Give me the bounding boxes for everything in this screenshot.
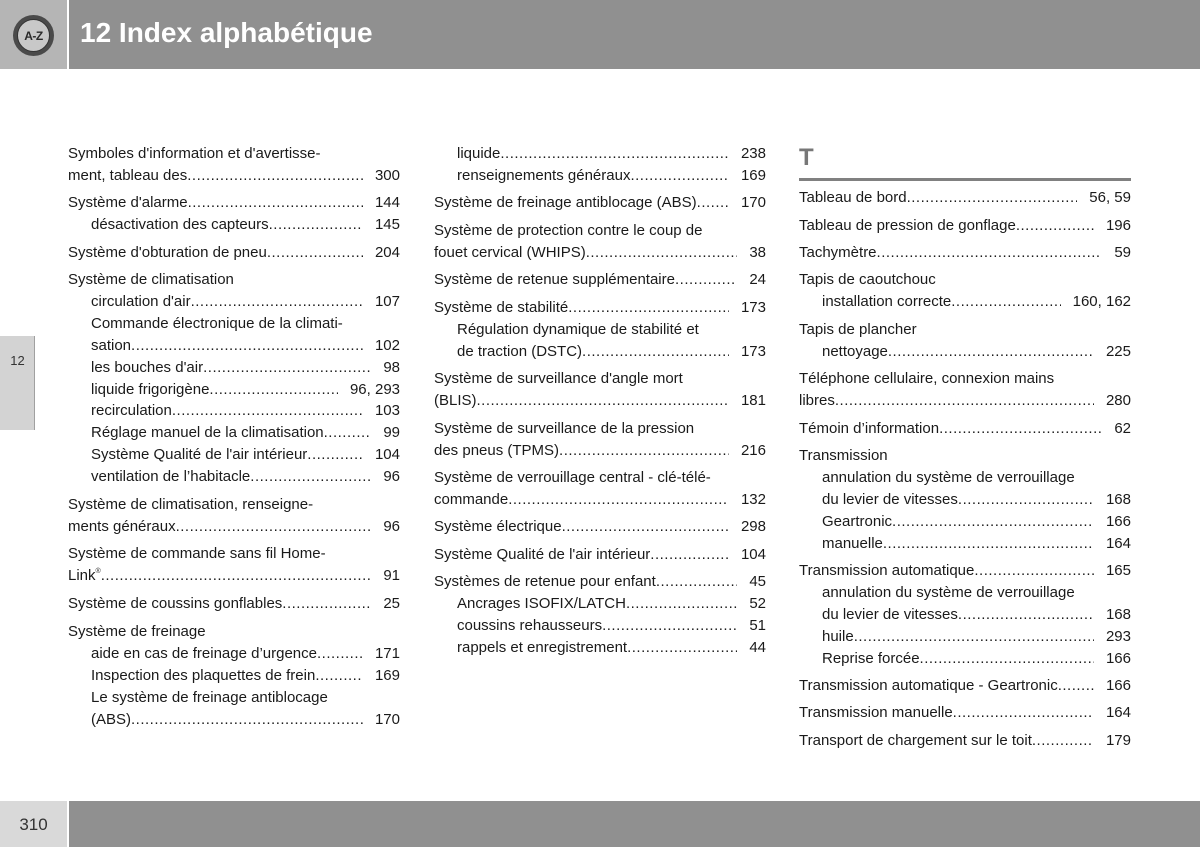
- index-subentry: (ABS) ..... 170: [91, 709, 400, 731]
- index-entry: Système de surveillance d'angle mort: [434, 370, 683, 387]
- header-logo-box: [0, 0, 67, 69]
- index-subentry: annulation du système de verrouillage: [822, 584, 1075, 601]
- index-entry: fouet cervical (WHIPS) ..... 38: [434, 242, 766, 264]
- index-subentry: installation correcte ..... 160, 162: [822, 291, 1131, 313]
- index-subentry: Inspection des plaquettes de frein ..... 169: [91, 665, 400, 687]
- index-subentry: nettoyage ..... 225: [822, 341, 1131, 363]
- index-subentry: circulation d'air ..... 107: [91, 291, 400, 313]
- index-subentry: désactivation des capteurs ..... 145: [91, 214, 400, 236]
- index-entry: Système de stabilité ..... 173: [434, 297, 766, 319]
- index-subentry: Le système de freinage antiblocage: [91, 689, 328, 706]
- index-entry: Systèmes de retenue pour enfant ..... 45: [434, 571, 766, 593]
- index-entry: Transmission automatique ..... 165: [799, 560, 1131, 582]
- index-subentry: renseignements généraux ..... 169: [457, 165, 766, 187]
- index-subentry: liquide ..... 238: [457, 143, 766, 165]
- footer-page-box: [0, 801, 67, 847]
- index-entry: Transmission automatique - Geartronic ..... 166: [799, 675, 1131, 697]
- az-index-icon: [13, 15, 54, 56]
- chapter-tab-label: 12: [10, 353, 25, 368]
- index-subentry: de traction (DSTC) ..... 173: [457, 341, 766, 363]
- index-entry: ment, tableau des ..... 300: [68, 165, 400, 187]
- index-subentry: Régulation dynamique de stabilité et: [457, 321, 699, 338]
- index-entry: Système électrique ..... 298: [434, 516, 766, 538]
- index-entry: ments généraux ..... 96: [68, 516, 400, 538]
- index-entry: Transmission: [799, 447, 888, 464]
- index-entry: (BLIS) ..... 181: [434, 390, 766, 412]
- index-subentry: ventilation de l’habitacle ..... 96: [91, 466, 400, 488]
- index-entry: Système Qualité de l'air intérieur ..... 104: [434, 544, 766, 566]
- index-entry: Système de climatisation, renseigne-: [68, 496, 314, 513]
- index-subentry: liquide frigorigène ..... 96, 293: [91, 379, 400, 401]
- index-subentry: Réglage manuel de la climatisation ..... 99: [91, 422, 400, 444]
- index-entry: Système d'obturation de pneu ..... 204: [68, 242, 400, 264]
- index-subentry: du levier de vitesses ..... 168: [822, 604, 1131, 626]
- index-subentry: coussins rehausseurs ..... 51: [457, 615, 766, 637]
- index-entry: Tableau de bord ..... 56, 59: [799, 187, 1131, 209]
- index-subentry: Système Qualité de l'air intérieur ..... 104: [91, 444, 400, 466]
- index-subentry: recirculation ..... 103: [91, 400, 400, 422]
- index-entry: Link® ..... 91: [68, 565, 400, 587]
- index-entry: Système de protection contre le coup de: [434, 222, 703, 239]
- section-divider: [799, 178, 1131, 181]
- index-entry: Système d'alarme ..... 144: [68, 192, 400, 214]
- az-index-icon-label: A-Z: [17, 19, 50, 52]
- index-entry: Tachymètre ..... 59: [799, 242, 1131, 264]
- footer-bar: [69, 801, 1200, 847]
- index-entry: Témoin d’information ..... 62: [799, 418, 1131, 440]
- index-entry: Tableau de pression de gonflage ..... 196: [799, 215, 1131, 237]
- index-subentry: du levier de vitesses ..... 168: [822, 489, 1131, 511]
- index-subentry: Geartronic ..... 166: [822, 511, 1131, 533]
- index-subentry: rappels et enregistrement ..... 44: [457, 637, 766, 659]
- index-entry: Transport de chargement sur le toit ..... 179: [799, 730, 1131, 752]
- index-entry: Système de commande sans fil Home-: [68, 545, 326, 562]
- index-subentry: aide en cas de freinage d’urgence ..... 171: [91, 643, 400, 665]
- index-entry: Système de freinage antiblocage (ABS) ..... 170: [434, 192, 766, 214]
- index-entry: Tapis de plancher: [799, 321, 917, 338]
- index-subentry: Reprise forcée ..... 166: [822, 648, 1131, 670]
- section-letter: T: [799, 144, 814, 171]
- index-subentry: manuelle ..... 164: [822, 533, 1131, 555]
- index-subentry: Ancrages ISOFIX/LATCH ..... 52: [457, 593, 766, 615]
- index-subentry: huile ..... 293: [822, 626, 1131, 648]
- index-entry: des pneus (TPMS) ..... 216: [434, 440, 766, 462]
- index-entry: libres ..... 280: [799, 390, 1131, 412]
- header-bar: [69, 0, 1200, 69]
- index-entry: Système de coussins gonflables ..... 25: [68, 593, 400, 615]
- index-entry: Tapis de caoutchouc: [799, 271, 936, 288]
- index-subentry: annulation du système de verrouillage: [822, 469, 1075, 486]
- index-entry: Système de surveillance de la pression: [434, 420, 695, 437]
- index-entry: commande ..... 132: [434, 489, 766, 511]
- chapter-tab: [0, 336, 35, 430]
- index-entry: Système de freinage: [68, 623, 206, 640]
- page-number: 310: [19, 815, 48, 834]
- index-entry: Système de climatisation: [68, 271, 234, 288]
- index-entry: Symboles d'information et d'avertisse-: [68, 145, 321, 162]
- index-entry: Système de verrouillage central - clé-télé-: [434, 469, 711, 486]
- index-entry: Téléphone cellulaire, connexion mains: [799, 370, 1055, 387]
- index-subentry: les bouches d'air ..... 98: [91, 357, 400, 379]
- index-entry: Transmission manuelle ..... 164: [799, 702, 1131, 724]
- index-subentry: Commande électronique de la climati-: [91, 315, 343, 332]
- index-entry: Système de retenue supplémentaire ..... 24: [434, 269, 766, 291]
- page-title: 12 Index alphabétique: [80, 17, 373, 48]
- index-subentry: sation ..... 102: [91, 335, 400, 357]
